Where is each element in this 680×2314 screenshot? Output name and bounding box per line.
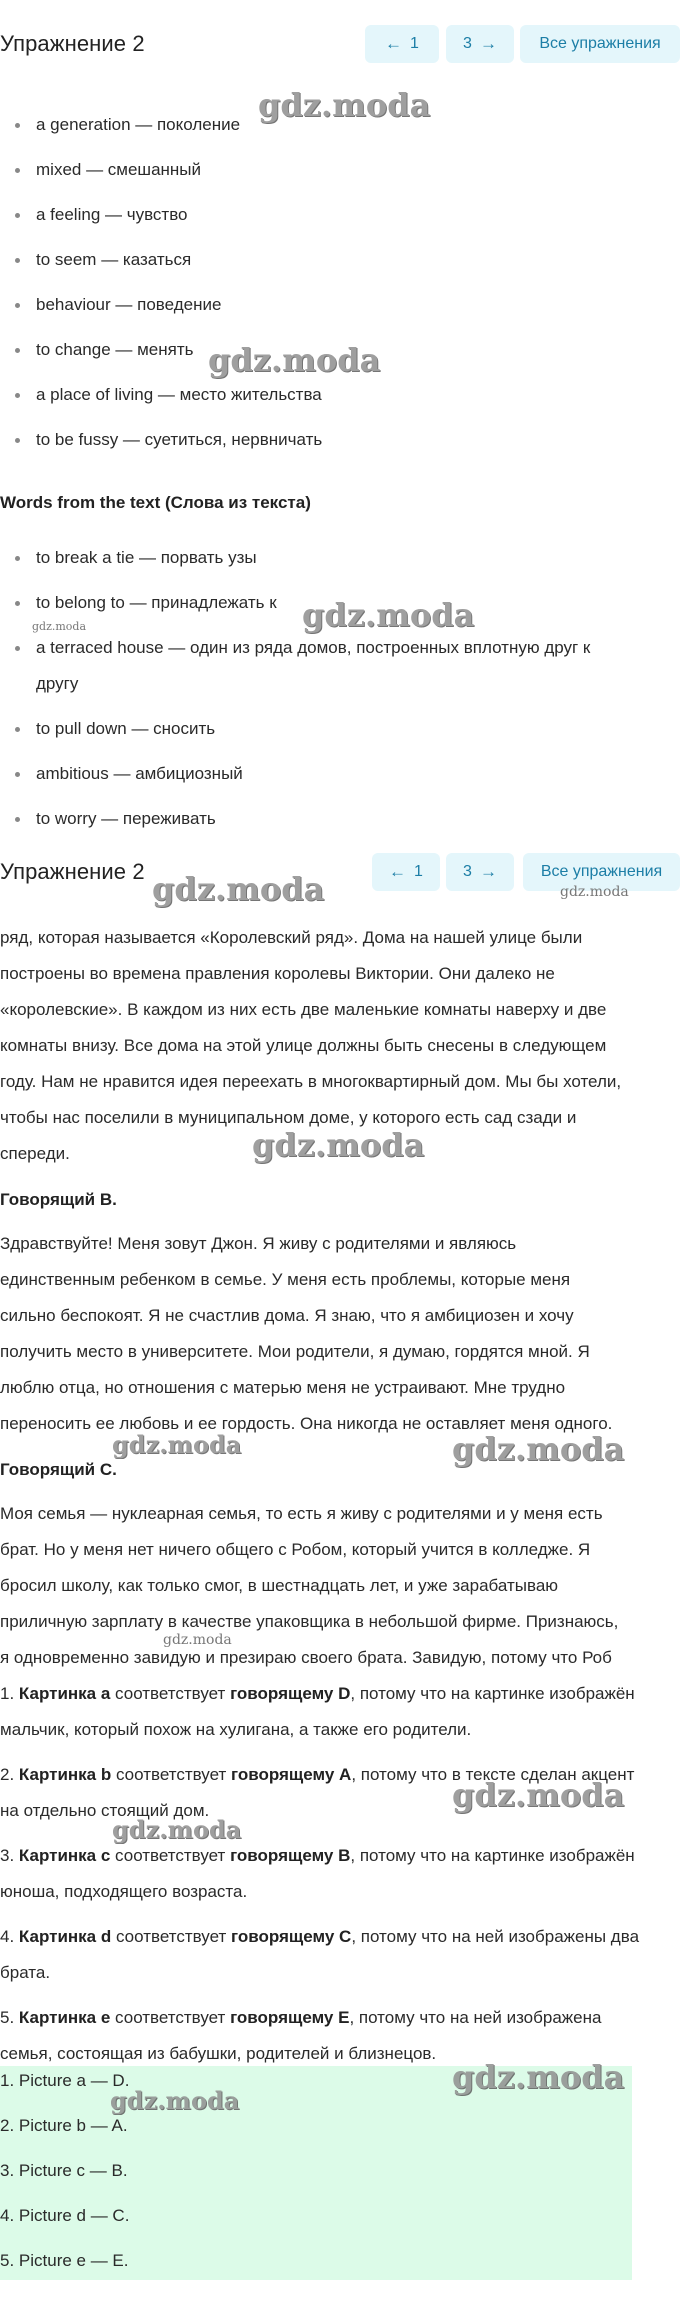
exercise-title: Упражнение 2 <box>0 31 145 56</box>
list-item: a generation — поколение <box>0 107 680 143</box>
answer-row: 1. Picture a — D. <box>0 2071 130 2090</box>
exercise-title: Упражнение 2 <box>0 859 145 884</box>
match-line-2: мальчик, который похож на хулигана, а также его родители. <box>0 1720 472 1739</box>
text-line: комнаты внизу. Все дома на этой улице должны быть снесены в следующем <box>0 1036 607 1055</box>
match-speaker: говорящему B <box>230 1846 351 1865</box>
match-line <box>0 1676 680 1712</box>
list-item: to break a tie — порвать узы <box>0 540 680 576</box>
match-line-2: брата. <box>0 1963 51 1982</box>
match-reason: , потому что на картинке изображён <box>350 1846 635 1865</box>
text-line: Здравствуйте! Меня зовут Джон. Я живу с родителями и являюсь <box>0 1234 517 1253</box>
all-exercises-button[interactable] <box>520 25 680 63</box>
answer-box <box>0 2066 632 2280</box>
match-line <box>0 1919 680 1955</box>
match-item-1 <box>0 1676 680 1748</box>
match-speaker: говорящему D <box>230 1684 351 1703</box>
match-picture: Картинка d <box>18 1927 112 1946</box>
next-exercise-label: 3 <box>463 35 472 52</box>
text-line: приличную зарплату в качестве упаковщика в небольшой фирме. Признаюсь, <box>0 1612 619 1631</box>
watermark-small: gdz.moda <box>163 1632 232 1648</box>
list-item: mixed — смешанный <box>0 152 680 188</box>
match-picture: Картинка b <box>18 1765 112 1784</box>
watermark: gdz.moda <box>452 1776 625 1814</box>
match-number: 4. <box>0 1927 15 1946</box>
watermark-small: gdz.moda <box>32 620 87 633</box>
match-speaker: говорящему E <box>230 2008 350 2027</box>
text-line: чтобы нас поселили в муниципальном доме, у которого есть сад сзади и <box>0 1108 577 1127</box>
match-speaker: говорящему A <box>231 1765 352 1784</box>
match-speaker: говорящему C <box>231 1927 352 1946</box>
answer-row: 3. Picture c — B. <box>0 2161 128 2180</box>
arrow-right-icon: → <box>479 862 497 881</box>
exercise-header <box>0 25 680 69</box>
text-line: брат. Но у меня нет ничего общего с Робом, который учится в колледже. Я <box>0 1540 591 1559</box>
text-line: переносить ее любовь и ее гордость. Она никогда не оставляет меня одного. <box>0 1414 613 1433</box>
speaker-b-label: Говорящий B. <box>0 1190 117 1209</box>
match-number: 2. <box>0 1765 15 1784</box>
watermark: gdz.moda <box>208 341 381 379</box>
arrow-right-icon: → <box>479 34 497 53</box>
watermark: gdz.moda <box>110 2086 240 2115</box>
watermark-small: gdz.moda <box>560 884 629 900</box>
match-number: 1. <box>0 1684 15 1703</box>
arrow-left-icon: ← <box>389 862 407 881</box>
list-item: to pull down — сносить <box>0 711 680 747</box>
list-item: to belong to — принадлежать к <box>0 585 680 621</box>
match-reason: , потому что в тексте сделан акцент <box>351 1765 635 1784</box>
next-exercise-button[interactable] <box>446 853 514 891</box>
match-reason: , потому что на ней изображены два <box>351 1927 640 1946</box>
text-line: Моя семья — нуклеарная семья, то есть я живу с родителями и у меня есть <box>0 1504 603 1523</box>
speaker-c-text <box>0 1496 680 1676</box>
text-line: единственным ребенком в семье. У меня есть проблемы, которые меня <box>0 1270 571 1289</box>
word-list-2 <box>0 540 680 837</box>
text-line: получить место в университете. Мои родители, я думаю, гордятся мной. Я <box>0 1342 590 1361</box>
match-item-3 <box>0 1838 680 1910</box>
watermark: gdz.moda <box>452 2058 625 2096</box>
text-line: сильно беспокоят. Я не счастлив дома. Я знаю, что я амбициозен и хочу <box>0 1306 574 1325</box>
all-exercises-label: Все упражнения <box>540 863 663 880</box>
prev-exercise-label: 1 <box>410 35 419 52</box>
text-line: году. Нам не нравится идея переехать в многоквартирный дом. Мы бы хотели, <box>0 1072 622 1091</box>
watermark: gdz.moda <box>112 1815 242 1844</box>
match-verb: соответствует <box>115 2008 226 2027</box>
list-item: a place of living — место жительства <box>0 377 680 413</box>
prev-exercise-button[interactable] <box>365 25 439 63</box>
watermark: gdz.moda <box>452 1430 625 1468</box>
match-line <box>0 2000 680 2036</box>
text-line: люблю отца, но отношения с матерью меня не устраивают. Мне трудно <box>0 1378 566 1397</box>
words-from-text-heading: Words from the text (Слова из текста) <box>0 493 311 512</box>
list-item: behaviour — поведение <box>0 287 680 323</box>
match-line-2: семья, состоящая из бабушки, родителей и близнецов. <box>0 2044 437 2063</box>
list-item: to worry — переживать <box>0 801 680 837</box>
list-item-continuation: другу <box>36 674 79 693</box>
match-picture: Картинка a <box>18 1684 111 1703</box>
match-line-2: на отдельно стоящий дом. <box>0 1801 210 1820</box>
answer-row: 4. Picture d — C. <box>0 2206 130 2225</box>
arrow-left-icon: ← <box>385 34 403 53</box>
prev-exercise-button[interactable] <box>372 853 440 891</box>
list-item: to be fussy — суетиться, нервничать <box>0 422 680 458</box>
text-line: «королевские». В каждом из них есть две маленькие комнаты наверху и две <box>0 1000 607 1019</box>
match-reason: , потому что на картинке изображён <box>350 1684 635 1703</box>
prev-exercise-label: 1 <box>414 863 423 880</box>
match-line-2: юноша, подходящего возраста. <box>0 1882 248 1901</box>
watermark: gdz.moda <box>258 86 431 124</box>
list-item: ambitious — амбициозный <box>0 756 680 792</box>
match-picture: Картинка c <box>18 1846 111 1865</box>
match-line <box>0 1838 680 1874</box>
match-verb: соответствует <box>115 1927 227 1946</box>
watermark: gdz.moda <box>152 870 325 908</box>
list-item: a terraced house — один из ряда домов, построенных вплотную друг к <box>0 630 680 666</box>
watermark: gdz.moda <box>302 596 475 634</box>
speaker-b-text <box>0 1226 680 1442</box>
watermark: gdz.moda <box>112 1430 242 1459</box>
match-reason: , потому что на ней изображена <box>349 2008 602 2027</box>
list-item: to seem — казаться <box>0 242 680 278</box>
text-line: построены во времена правления королевы Виктории. Они далеко не <box>0 964 555 983</box>
word-list-1 <box>0 107 680 458</box>
all-exercises-label: Все упражнения <box>539 35 661 52</box>
list-item: a feeling — чувство <box>0 197 680 233</box>
text-line: я одновременно завидую и презираю своего брата. Завидую, потому что Роб <box>0 1648 612 1667</box>
next-exercise-button[interactable] <box>446 25 514 63</box>
answer-row: 2. Picture b — A. <box>0 2116 128 2135</box>
match-picture: Картинка e <box>18 2008 111 2027</box>
text-line: бросил школу, как только смог, в шестнадцать лет, и уже зарабатываю <box>0 1576 559 1595</box>
match-verb: соответствует <box>115 1765 227 1784</box>
text-line: спереди. <box>0 1144 70 1163</box>
match-item-4 <box>0 1919 680 1991</box>
match-number: 5. <box>0 2008 15 2027</box>
text-line: ряд, которая называется «Королевский ряд». Дома на нашей улице были <box>0 928 583 947</box>
speaker-c-label: Говорящий C. <box>0 1460 117 1479</box>
answer-row: 5. Picture e — E. <box>0 2251 129 2270</box>
match-verb: соответствует <box>115 1684 226 1703</box>
list-item: to change — менять <box>0 332 680 368</box>
match-number: 3. <box>0 1846 15 1865</box>
next-exercise-label: 3 <box>463 863 472 880</box>
match-verb: соответствует <box>115 1846 226 1865</box>
watermark: gdz.moda <box>252 1126 425 1164</box>
